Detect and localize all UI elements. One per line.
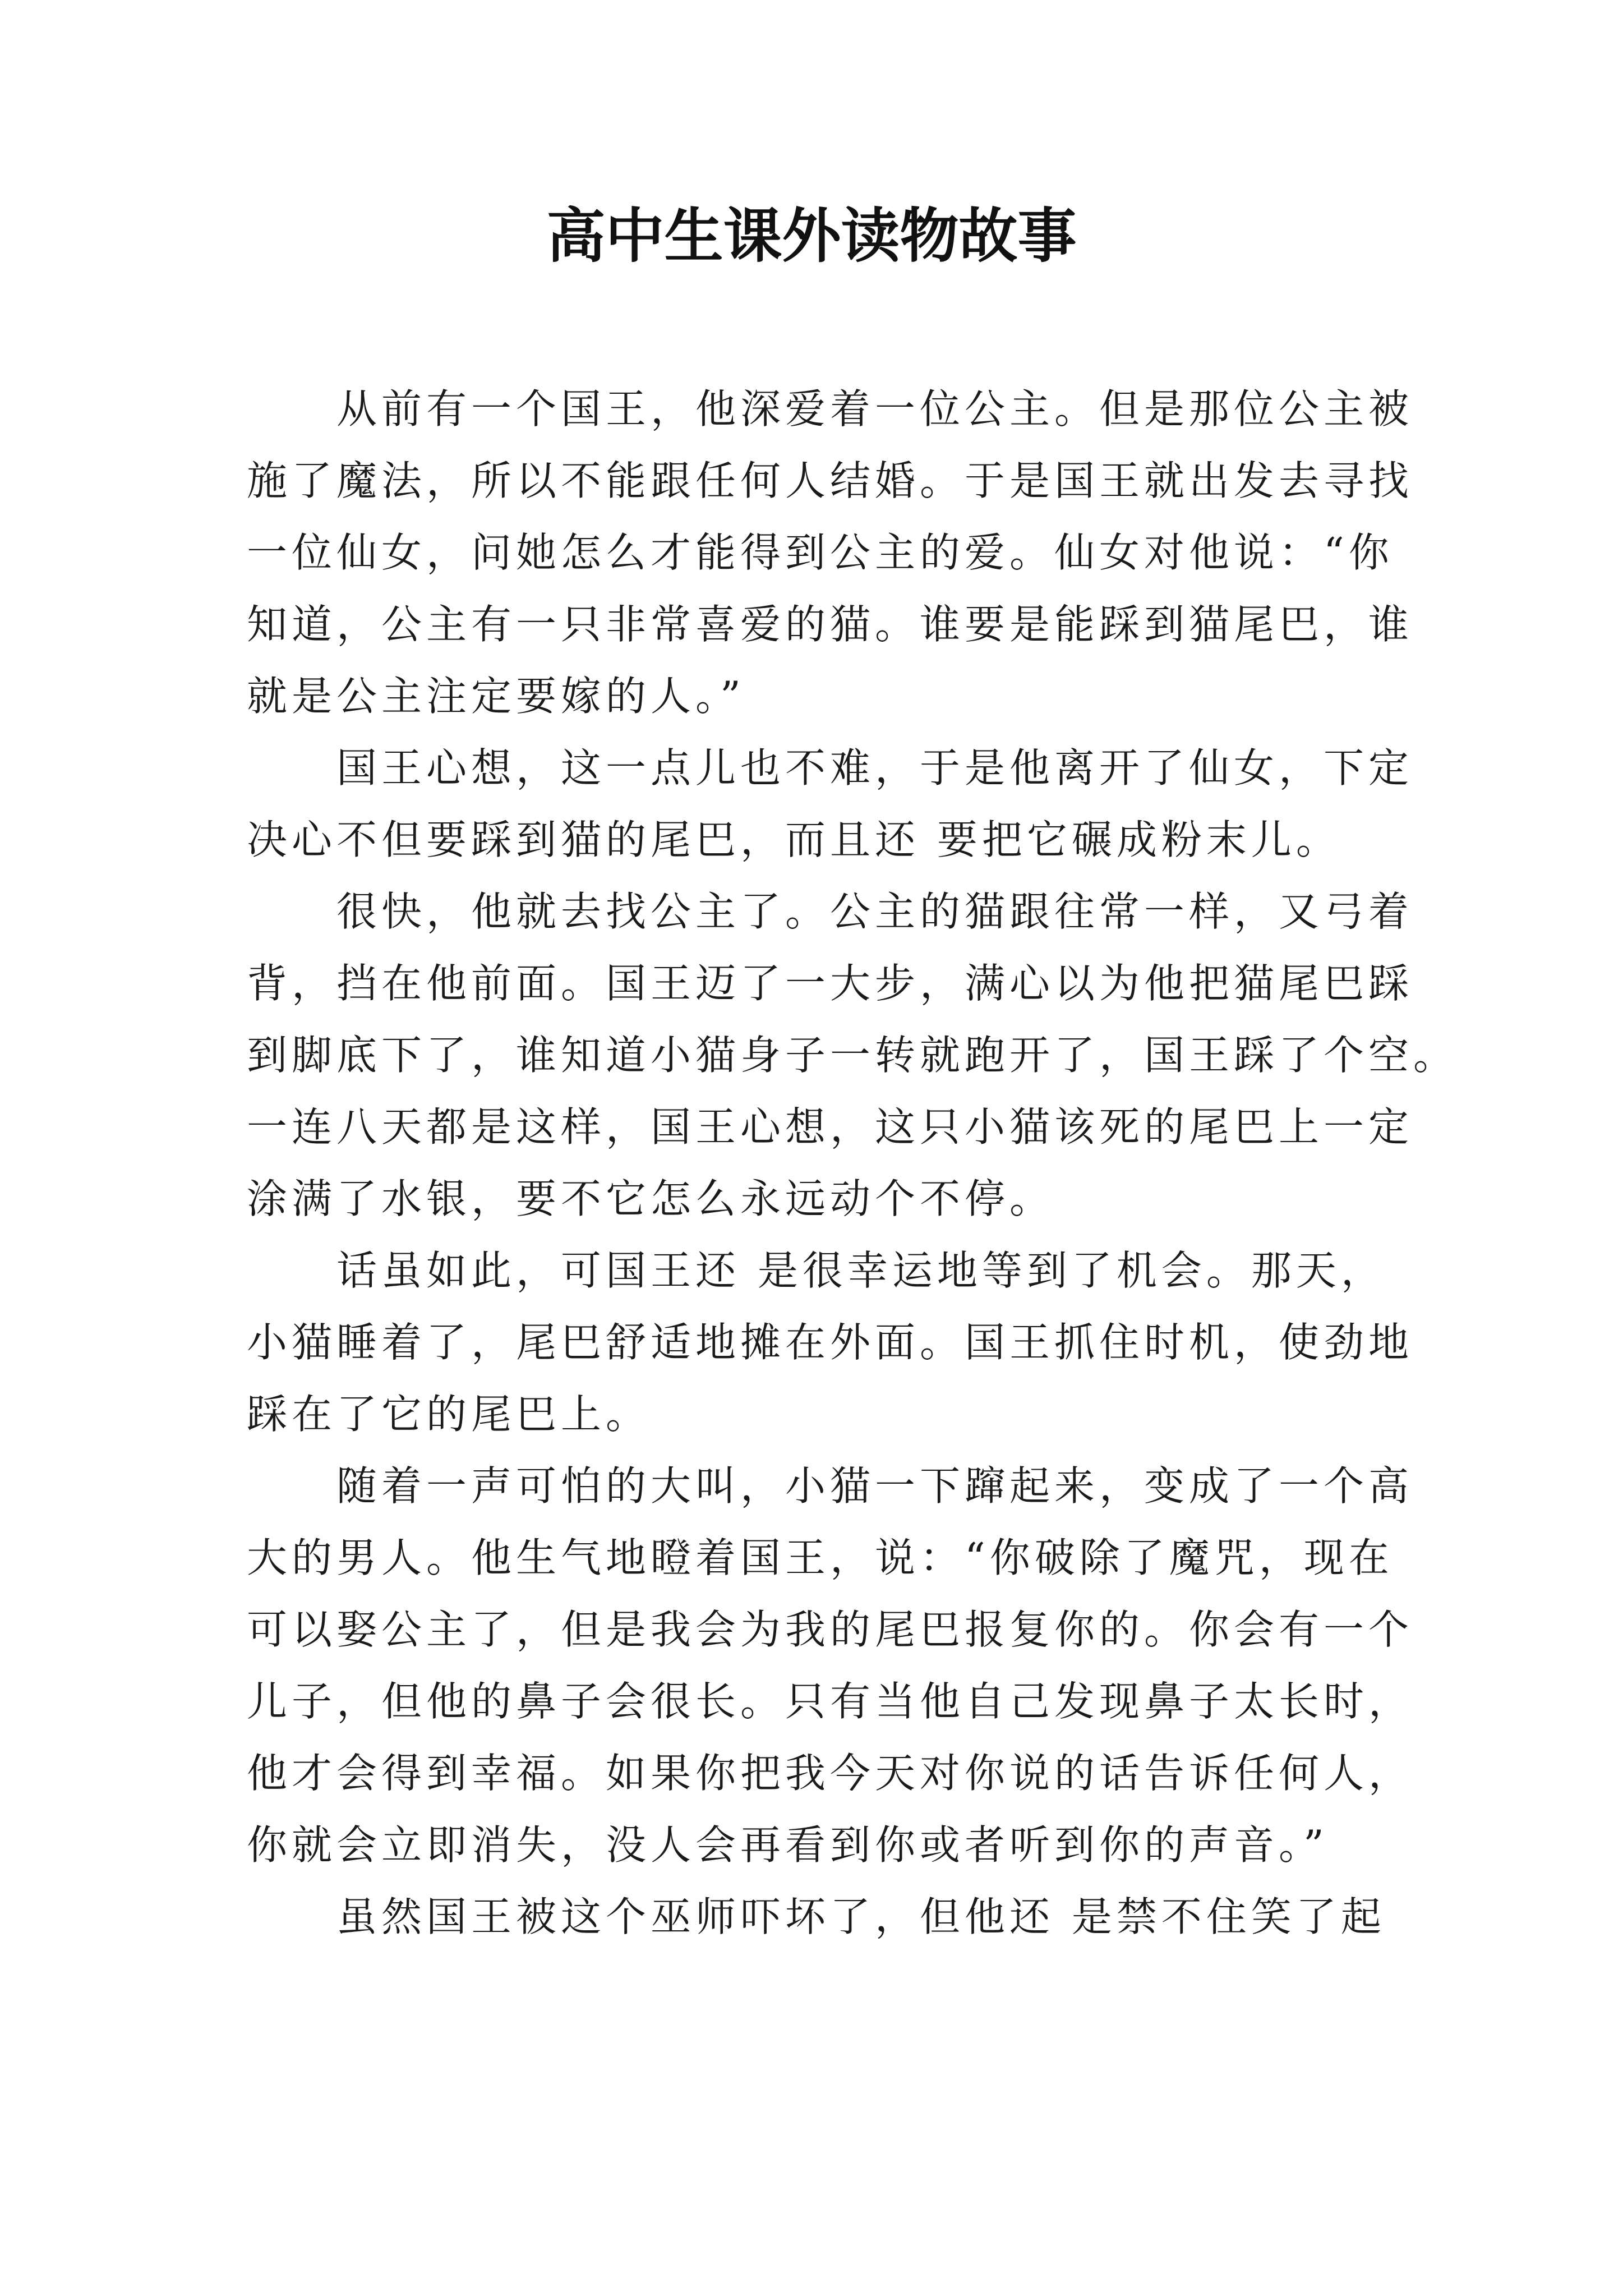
text-line: 从前有一个国王，他深爱着一位公主。但是那位公主被 [336,385,1414,432]
text-line: 大的男人。他生气地瞪着国王，说：“你破除了魔咒，现在 [247,1534,1394,1581]
text-line: 施了魔法，所以不能跟任何人结婚。于是国王就出发去寻找 [247,457,1414,504]
page-title: 高中生课外读物故事 [546,201,1077,270]
text-line: 国王心想，这一点儿也不难，于是他离开了仙女，下定 [336,744,1414,792]
text-line: 儿子，但他的鼻子会很长。只有当他自己发现鼻子太长时， [247,1678,1414,1725]
text-line: 可以娶公主了，但是我会为我的尾巴报复你的。你会有一个 [247,1606,1414,1653]
text-line: 涂满了水银，要不它怎么永远动个不停。 [247,1175,1055,1222]
text-line: 一位仙女，问她怎么才能得到公主的爱。仙女对他说：“你 [247,529,1394,576]
text-line: 他才会得到幸福。如果你把我今天对你说的话告诉任何人， [247,1750,1414,1797]
text-line: 小猫睡着了，尾巴舒适地摊在外面。国王抓住时机，使劲地 [247,1319,1414,1366]
text-line: 一连八天都是这样，国王心想，这只小猫该死的尾巴上一定 [247,1103,1414,1151]
text-line: 很快，他就去找公主了。公主的猫跟往常一样，又弓着 [336,888,1414,935]
text-line: 踩在了它的尾巴上。 [247,1391,651,1438]
text-line: 决心不但要踩到猫的尾巴，而且还 要把它碾成粉末儿。 [247,816,1341,863]
text-line: 你就会立即消失，没人会再看到你或者听到你的声音。” [247,1821,1329,1869]
text-line: 虽然国王被这个巫师吓坏了，但他还 是禁不住笑了起 [336,1893,1386,1940]
text-line: 知道，公主有一只非常喜爱的猫。谁要是能踩到猫尾巴，谁 [247,601,1414,648]
text-line: 就是公主注定要嫁的人。” [247,673,745,720]
text-line: 背，挡在他前面。国王迈了一大步，满心以为他把猫尾巴踩 [247,960,1414,1007]
text-line: 到脚底下了，谁知道小猫身子一转就跑开了，国王踩了个空。 [247,1032,1459,1079]
body-text [247,373,1459,1953]
text-line: 话虽如此，可国王还 是很幸运地等到了机会。那天， [336,1247,1386,1294]
text-line: 随着一声可怕的大叫，小猫一下蹿起来，变成了一个高 [336,1462,1414,1510]
